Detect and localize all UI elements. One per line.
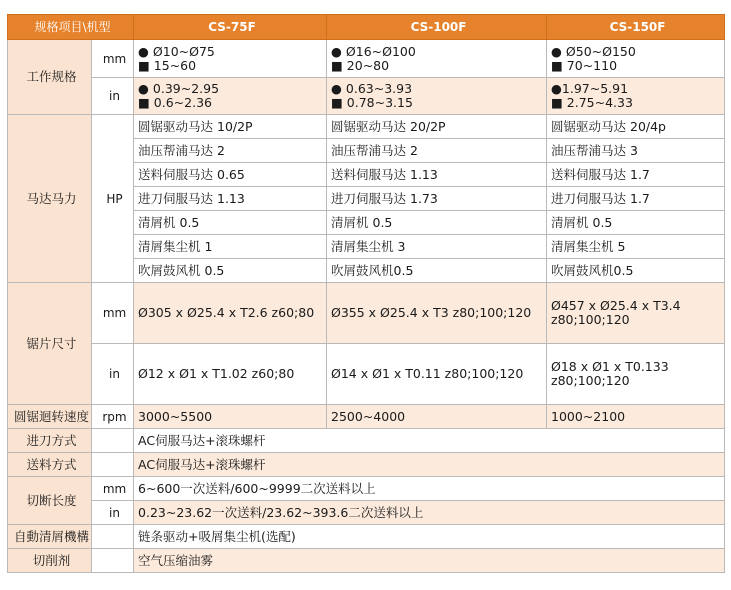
feed-in-row bbox=[8, 429, 725, 453]
blade-cell: Ø457 x Ø25.4 x T3.4 z80;100;120 bbox=[547, 283, 725, 344]
work-spec-label: 工作规格 bbox=[8, 40, 92, 115]
work-spec-mm-cell bbox=[547, 40, 725, 78]
motor-cell: 清屑集尘机 5 bbox=[547, 235, 725, 259]
motor-cell: 清屑机 0.5 bbox=[547, 211, 725, 235]
speed-row bbox=[8, 405, 725, 429]
cut-length-in-row bbox=[8, 501, 725, 525]
motor-cell: 油压帮浦马达 3 bbox=[547, 139, 725, 163]
spec-value: ● 0.39~2.95 bbox=[138, 81, 220, 96]
work-spec-mm-cell bbox=[134, 40, 327, 78]
motor-cell: 送料伺服马达 1.7 bbox=[547, 163, 725, 187]
motor-cell: 进刀伺服马达 1.13 bbox=[134, 187, 327, 211]
coolant-row bbox=[8, 549, 725, 573]
spec-value: ●1.97~5.91 bbox=[551, 81, 629, 96]
coolant-label: 切削剂 bbox=[8, 549, 92, 573]
feed-in-label: 进刀方式 bbox=[8, 429, 92, 453]
blade-mm-row bbox=[8, 283, 725, 344]
motor-cell: 圆锯驱动马达 20/4p bbox=[547, 115, 725, 139]
motor-cell: 清屑集尘机 3 bbox=[327, 235, 547, 259]
motor-cell: 清屑机 0.5 bbox=[327, 211, 547, 235]
work-spec-mm-cell bbox=[327, 40, 547, 78]
feed-label: 送料方式 bbox=[8, 453, 92, 477]
motor-cell: 清屑集尘机 1 bbox=[134, 235, 327, 259]
unit-rpm: rpm bbox=[92, 405, 134, 429]
coolant-value: 空气压缩油雾 bbox=[134, 549, 725, 573]
model-cs-100f: CS-100F bbox=[327, 15, 547, 40]
motor-cell: 吹屑鼓风机0.5 bbox=[547, 259, 725, 283]
unit-mm: mm bbox=[92, 283, 134, 344]
unit-in: in bbox=[92, 344, 134, 405]
spec-value: ● Ø50~Ø150 bbox=[551, 43, 636, 59]
unit-in: in bbox=[92, 78, 134, 115]
cut-length-mm-value: 6~600一次送料/600~9999二次送料以上 bbox=[134, 477, 725, 501]
motor-cell: 进刀伺服马达 1.7 bbox=[547, 187, 725, 211]
blade-cell: Ø355 x Ø25.4 x T3 z80;100;120 bbox=[327, 283, 547, 344]
cut-length-mm-row bbox=[8, 477, 725, 501]
spec-value: ■ 2.75~4.33 bbox=[551, 95, 633, 110]
motor-cell: 油压帮浦马达 2 bbox=[134, 139, 327, 163]
work-spec-in-cell bbox=[327, 78, 547, 115]
work-spec-mm-row bbox=[8, 40, 725, 78]
spec-value: ■ 70~110 bbox=[551, 57, 618, 73]
motor-cell: 送料伺服马达 1.13 bbox=[327, 163, 547, 187]
speed-cell: 3000~5500 bbox=[134, 405, 327, 429]
unit-mm: mm bbox=[92, 40, 134, 78]
spec-value: ● Ø16~Ø100 bbox=[331, 43, 416, 59]
blade-label: 锯片尺寸 bbox=[8, 283, 92, 405]
motor-label: 马达马力 bbox=[8, 115, 92, 283]
model-cs-75f: CS-75F bbox=[134, 15, 327, 40]
work-spec-in-row bbox=[8, 78, 725, 115]
work-spec-in-cell bbox=[547, 78, 725, 115]
speed-label: 圆锯迴转速度 bbox=[8, 405, 92, 429]
chip-row bbox=[8, 525, 725, 549]
motor-cell: 吹屑鼓风机0.5 bbox=[327, 259, 547, 283]
header-row bbox=[8, 15, 725, 40]
unit-in: in bbox=[92, 501, 134, 525]
feed-row bbox=[8, 453, 725, 477]
motor-cell: 吹屑鼓风机 0.5 bbox=[134, 259, 327, 283]
blade-in-row bbox=[8, 344, 725, 405]
blade-cell: Ø18 x Ø1 x T0.133 z80;100;120 bbox=[547, 344, 725, 405]
cut-length-label: 切断长度 bbox=[8, 477, 92, 525]
feed-value: AC伺服马达+滚珠螺杆 bbox=[134, 453, 725, 477]
spec-table bbox=[7, 14, 725, 573]
spec-value: ● 0.63~3.93 bbox=[331, 81, 413, 96]
spec-value: ■ 20~80 bbox=[331, 57, 390, 73]
blade-cell: Ø305 x Ø25.4 x T2.6 z60;80 bbox=[134, 283, 327, 344]
work-spec-in-cell bbox=[134, 78, 327, 115]
unit-hp: HP bbox=[92, 115, 134, 283]
chip-label: 自動清屑機構 bbox=[8, 525, 92, 549]
spec-value: ● Ø10~Ø75 bbox=[138, 43, 215, 59]
blade-cell: Ø12 x Ø1 x T1.02 z60;80 bbox=[134, 344, 327, 405]
motor-cell: 圆锯驱动马达 10/2P bbox=[134, 115, 327, 139]
unit-blank bbox=[92, 525, 134, 549]
motor-cell: 油压帮浦马达 2 bbox=[327, 139, 547, 163]
chip-value: 链条驱动+吸屑集尘机(选配) bbox=[134, 525, 725, 549]
speed-cell: 2500~4000 bbox=[327, 405, 547, 429]
motor-row bbox=[8, 115, 725, 139]
unit-blank bbox=[92, 429, 134, 453]
spec-value: ■ 0.6~2.36 bbox=[138, 95, 212, 110]
motor-cell: 送料伺服马达 0.65 bbox=[134, 163, 327, 187]
unit-mm: mm bbox=[92, 477, 134, 501]
speed-cell: 1000~2100 bbox=[547, 405, 725, 429]
unit-blank bbox=[92, 549, 134, 573]
feed-in-value: AC伺服马达+滚珠螺杆 bbox=[134, 429, 725, 453]
unit-blank bbox=[92, 453, 134, 477]
motor-cell: 圆锯驱动马达 20/2P bbox=[327, 115, 547, 139]
motor-cell: 清屑机 0.5 bbox=[134, 211, 327, 235]
motor-cell: 进刀伺服马达 1.73 bbox=[327, 187, 547, 211]
cut-length-in-value: 0.23~23.62一次送料/23.62~393.6二次送料以上 bbox=[134, 501, 725, 525]
blade-cell: Ø14 x Ø1 x T0.11 z80;100;120 bbox=[327, 344, 547, 405]
spec-value: ■ 0.78~3.15 bbox=[331, 95, 413, 110]
header-corner: 规格项目\机型 bbox=[8, 15, 134, 40]
spec-value: ■ 15~60 bbox=[138, 57, 197, 73]
model-cs-150f: CS-150F bbox=[547, 15, 725, 40]
